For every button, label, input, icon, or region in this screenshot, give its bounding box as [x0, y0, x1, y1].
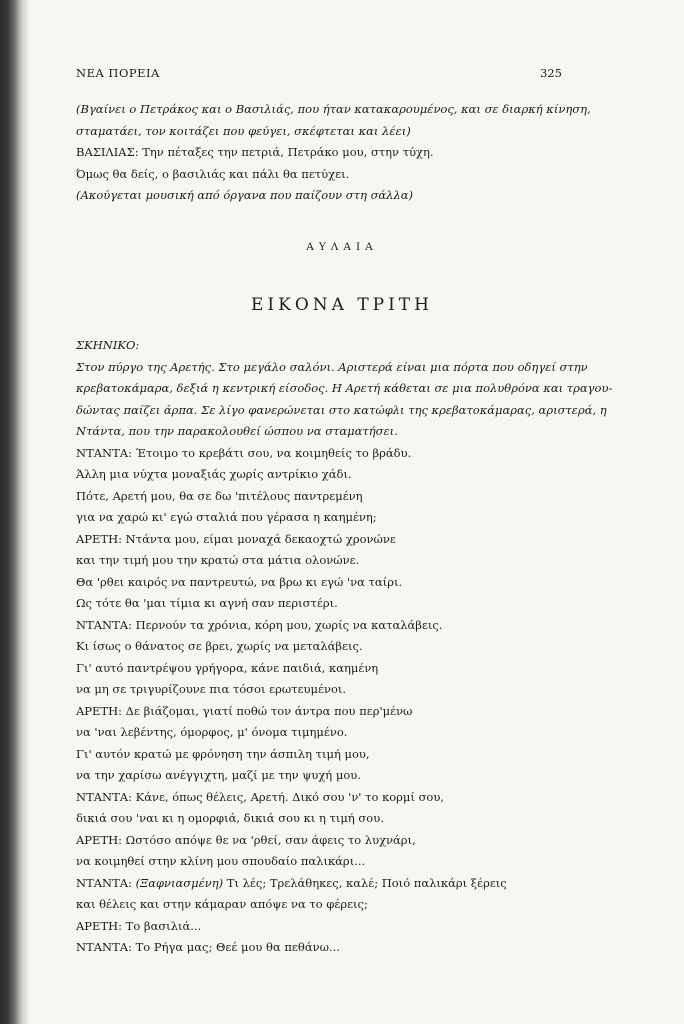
dialogue-line: ΑΡΕΤΗ: Το βασιλιά...: [76, 918, 202, 933]
scene-title: ΕΙΚΟΝΑ ΤΡΙΤΗ: [251, 295, 433, 315]
set-description-line: κρεβατοκάμαρα, δεξιά η κεντρική είσοδος. Η Αρετή κάθεται σε μια πολυθρόνα και τραγου-: [76, 381, 613, 395]
opening-section: [76, 99, 591, 207]
dialogue-line: ΑΡΕΤΗ: Ωστόσο απόψε θε να 'ρθεί, σαν άφεις το λυχνάρι,: [76, 832, 416, 847]
dialogue-line: να μη σε τριγυρίζουνε πια τόσοι ερωτευμένοι.: [76, 682, 347, 696]
scene-body: [76, 335, 613, 959]
dialogue-line: να την χαρίσω ανέγγιχτη, μαζί με την ψυχή μου.: [76, 768, 361, 782]
dialogue-line: να 'ναι λεβέντης, όμορφος, μ' όνομα τιμημένο.: [76, 725, 348, 739]
page-number: 325: [540, 66, 562, 80]
dialogue-line-with-direction: [76, 873, 576, 895]
dialogue-line: ΝΤΑΝΤΑ: Έτοιμο το κρεβάτι σου, να κοιμηθείς το βράδυ.: [76, 445, 412, 460]
dialogue-line: ΒΑΣΙΛΙΑΣ: Την πέταξες την πετριά, Πετράκο μου, στην τύχη.: [76, 145, 434, 159]
dialogue-line: ΝΤΑΝΤΑ: Περνούν τα χρόνια, κόρη μου, χωρίς να καταλάβεις.: [76, 617, 443, 632]
set-description-line: Στον πύργο της Αρετής. Στο μεγάλο σαλόνι. Αριστερά είναι μια πόρτα που οδηγεί στην: [76, 359, 588, 374]
dialogue-line: ΝΤΑΝΤΑ: Κάνε, όπως θέλεις, Αρετή. Δικό σου 'ν' το κορμί σου,: [76, 789, 444, 804]
dialogue-line: για να χαρώ κι' εγώ σταλιά που γέρασα η καημένη;: [76, 510, 377, 524]
set-description-line: δώντας παίζει άρπα. Σε λίγο φανερώνεται στο κατώφλι της κρεβατοκάμαρας, αριστερά, η: [76, 402, 607, 417]
stage-direction-music: (Ακούγεται μουσική από όργανα που παίζουν στη σάλλα): [76, 188, 414, 202]
dialogue-line: Γι' αυτό παντρέψου γρήγορα, κάνε παιδιά, καημένη: [76, 660, 379, 675]
dialogue-line: Ως τότε θα 'μαι τίμια κι αγνή σαν περιστέρι.: [76, 596, 338, 610]
dialogue-line: Γι' αυτόν κρατώ με φρόνηση την άσπιλη τιμή μου,: [76, 746, 370, 761]
dialogue-line: ΑΡΕΤΗ: Ντάντα μου, είμαι μοναχά δεκαοχτώ χρονώνε: [76, 531, 396, 546]
dialogue-line: και την τιμή μου την κρατώ στα μάτια ολονώνε.: [76, 553, 360, 567]
dialogue-text: Τι λές; Τρελάθηκες, καλέ; Ποιό παλικάρι ξέρεις: [226, 875, 507, 890]
dialogue-line: δικιά σου 'ναι κι η ομορφιά, δικιά σου κι η τιμή σου.: [76, 811, 384, 825]
dialogue-line: και θέλεις και στην κάμαραν απόψε να το φέρεις;: [76, 897, 368, 911]
speaker-label: ΝΤΑΝΤΑ:: [76, 875, 132, 890]
dialogue-line: ΝΤΑΝΤΑ: Το Ρήγα μας; Θεέ μου θα πεθάνω...: [76, 940, 340, 954]
curtain-label: ΑΥΛΑΙΑ: [306, 241, 378, 253]
dialogue-line: ΑΡΕΤΗ: Δε βιάζομαι, γιατί ποθώ τον άντρα που περ'μένω: [76, 703, 413, 718]
stage-direction-line: (Βγαίνει ο Πετράκος και ο Βασιλιάς, που ήταν κατακαρουμένος, και σε διαρκή κίνηση,: [76, 102, 591, 116]
stage-direction-line: σταματάει, τον κοιτάζει που φεύγει, σκέφτεται και λέει): [76, 123, 411, 138]
inline-stage-direction: (Ξαφνιασμένη): [135, 875, 224, 890]
dialogue-line: Άλλη μια νύχτα μοναξιάς χωρίς αντρίκιο χάδι.: [76, 467, 352, 481]
dialogue-line: Κι ίσως ο θάνατος σε βρει, χωρίς να μεταλάβεις.: [76, 639, 363, 653]
running-title: ΝΕΑ ΠΟΡΕΙΑ: [76, 66, 160, 80]
set-label: ΣΚΗΝΙΚΟ:: [76, 338, 140, 352]
dialogue-line: Θα 'ρθει καιρός να παντρευτώ, να βρω κι εγώ 'να ταίρι.: [76, 574, 403, 589]
dialogue-line: Πότε, Αρετή μου, θα σε δω 'πιτέλους παντρεμένη: [76, 488, 363, 503]
dialogue-line: Όμως θα δείς, ο βασιλιάς και πάλι θα πετύχει.: [76, 166, 350, 181]
set-description-line: Ντάντα, που την παρακολουθεί ώσπου να σταματήσει.: [76, 424, 398, 438]
dialogue-line: να κοιμηθεί στην κλίνη μου σπουδαίο παλικάρι...: [76, 854, 366, 868]
